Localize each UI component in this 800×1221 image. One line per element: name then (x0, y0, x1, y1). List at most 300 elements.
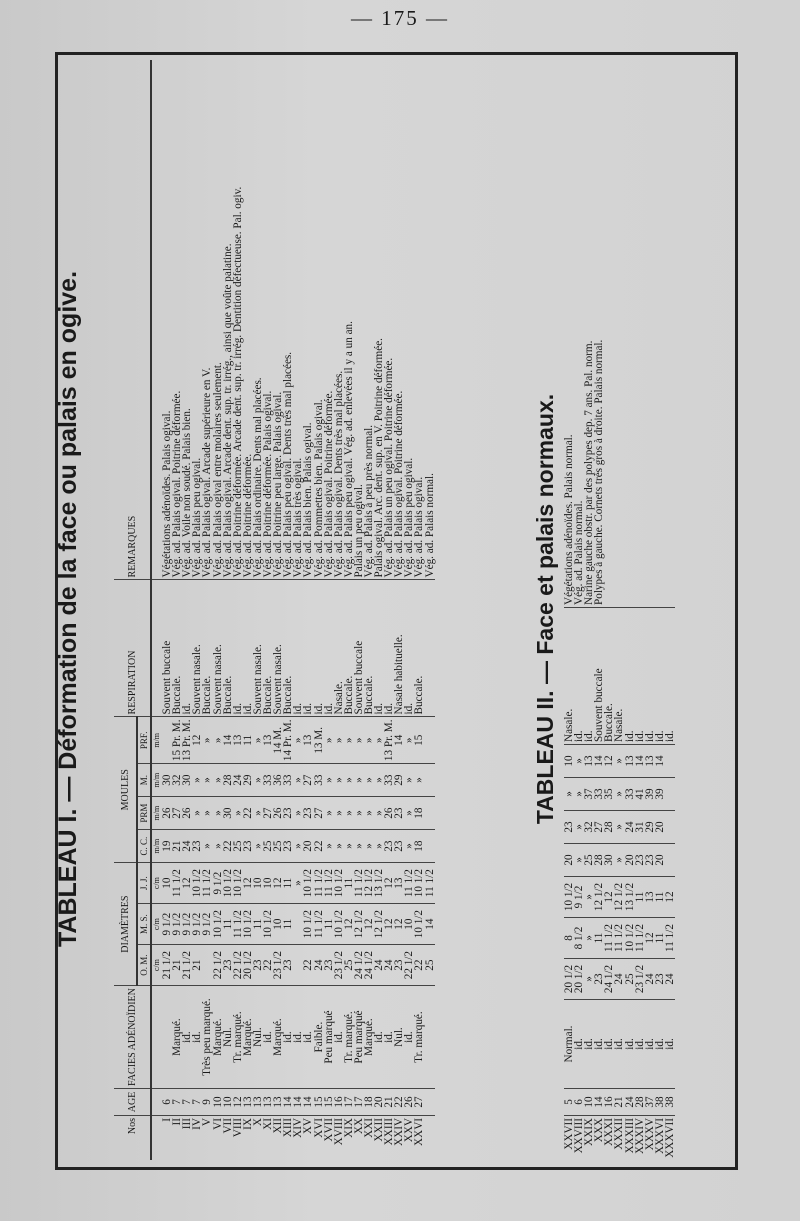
cell-m (665, 778, 675, 811)
cell-jj: 10 (253, 863, 263, 904)
cell-resp: Buccale. (172, 580, 182, 717)
cell-resp: Buccale. (414, 580, 424, 717)
cell-age: 38 (665, 1089, 675, 1116)
cell-age: 10 (213, 1089, 223, 1116)
cell-cc: 22 (223, 830, 233, 863)
unit-jj: c/m (151, 863, 162, 904)
cell-m: » (364, 764, 374, 797)
cell-cc: 24 (182, 830, 192, 863)
table-row (243, 60, 253, 1160)
cell-facies: Faible. (314, 986, 324, 1089)
cell-cc: » (614, 844, 624, 877)
cell-prm: 32 (584, 811, 594, 844)
cell-cc: 21 (172, 830, 182, 863)
cell-m: » (374, 764, 384, 797)
cell-cc: 23 (384, 830, 394, 863)
cell-om: 21 (192, 945, 202, 986)
table-row (364, 60, 374, 1160)
cell-facies: Marqué. (172, 986, 182, 1089)
cell-prf: » (574, 745, 584, 778)
cell-jj: 13 (645, 877, 655, 918)
cell-ms: 11 1/2 (314, 904, 324, 945)
cell-no: III (181, 1118, 194, 1130)
cell-jj: 11 1/2 (404, 863, 414, 904)
table-row (635, 88, 645, 1160)
cell-prm: 23 (283, 797, 293, 830)
cell-m: 30 (182, 764, 192, 797)
cell-prm: » (614, 811, 624, 844)
cell-om: 24 1/2 (604, 959, 614, 1000)
cell-om: 25 (425, 945, 435, 986)
header-om: O. M. (137, 945, 151, 986)
cell-prf: 12 (604, 745, 614, 778)
cell-age: 16 (604, 1089, 614, 1116)
cell-resp: id. (404, 580, 414, 717)
cell-cc: » (354, 830, 364, 863)
cell-resp: id. (374, 580, 384, 717)
table-row (283, 60, 293, 1160)
cell-age: 15 (324, 1089, 334, 1116)
cell-no: XXIX (583, 1118, 596, 1146)
cell-m: 39 (655, 778, 665, 811)
table-row (172, 60, 182, 1160)
cell-ms: 11 (253, 904, 263, 945)
cell-resp: Nasale habituelle. (394, 580, 404, 717)
cell-prf: 13 (263, 717, 273, 764)
cell-ms: 11 1/2 (635, 918, 645, 959)
cell-no: XI (262, 1118, 275, 1130)
cell-m: » (574, 778, 584, 811)
unit-m: m/m (151, 764, 162, 797)
cell-facies: Marqué. (273, 986, 283, 1089)
cell-cc (665, 844, 675, 877)
cell-age: 20 (374, 1089, 384, 1116)
cell-m: 33 (594, 778, 604, 811)
cell-prf: 14 M. (273, 717, 283, 764)
cell-jj: 11 1/2 (425, 863, 435, 904)
cell-age: 21 (614, 1089, 624, 1116)
cell-prm: » (364, 797, 374, 830)
cell-prm: » (374, 797, 384, 830)
cell-no: VI (211, 1118, 224, 1130)
cell-jj: 11 (344, 863, 354, 904)
cell-jj: 11 (655, 877, 665, 918)
cell-age: 13 (273, 1089, 283, 1116)
cell-rem (665, 88, 675, 608)
unit-prf: m/m (151, 717, 162, 764)
cell-resp: id. (314, 580, 324, 717)
cell-no: I (161, 1118, 174, 1122)
cell-jj: » (584, 877, 594, 918)
cell-om: 20 1/2 (574, 959, 584, 1000)
cell-ms: 10 (273, 904, 283, 945)
cell-age: 10 (223, 1089, 233, 1116)
cell-rem: Vég. ad. Palais ogival. Dents très mal placées. (334, 60, 344, 580)
cell-om: 23 (253, 945, 263, 986)
cell-jj: 9 1/2 (574, 877, 584, 918)
cell-om: 24 (665, 959, 675, 1000)
cell-no: XXIV (393, 1118, 406, 1146)
table-row (604, 88, 614, 1160)
cell-prf: 13 M. (314, 717, 324, 764)
cell-om: 22 (263, 945, 273, 986)
cell-resp: id. (665, 608, 675, 745)
cell-facies: id. (182, 986, 192, 1089)
cell-om: 25 (344, 945, 354, 986)
cell-prm: 22 (243, 797, 253, 830)
table-row (655, 88, 665, 1160)
cell-age: 13 (263, 1089, 273, 1116)
cell-facies: Marqué. (243, 986, 253, 1089)
cell-cc (425, 830, 435, 863)
cell-jj: 10 (263, 863, 273, 904)
cell-prm: 26 (162, 797, 172, 830)
cell-ms: 9 1/2 (192, 904, 202, 945)
cell-rem: Vég. ad. Palais ogival. (414, 60, 424, 580)
cell-jj: 13 1/2 (625, 877, 635, 918)
cell-no: XXVIII (573, 1118, 586, 1154)
cell-cc: 20 (625, 844, 635, 877)
cell-jj: 12 (665, 877, 675, 918)
cell-m: 37 (584, 778, 594, 811)
cell-facies: Normal. (564, 1000, 574, 1089)
cell-resp: id. (384, 580, 394, 717)
cell-m: 35 (604, 778, 614, 811)
cell-resp: id. (233, 580, 243, 717)
cell-ms: 10 1/2 (243, 904, 253, 945)
cell-prm: » (354, 797, 364, 830)
cell-resp: id. (635, 608, 645, 745)
cell-m: » (253, 764, 263, 797)
cell-m: » (404, 764, 414, 797)
cell-rem: Vég. ad. Palais un peu ogival. Poitrine déformée. (384, 60, 394, 580)
cell-ms: 9 1/2 (162, 904, 172, 945)
cell-resp: id. (574, 608, 584, 745)
cell-cc: » (293, 830, 303, 863)
cell-om: 25 (625, 959, 635, 1000)
cell-cc: 23 (243, 830, 253, 863)
cell-prf: 14 (394, 717, 404, 764)
cell-prm (665, 811, 675, 844)
cell-cc: » (344, 830, 354, 863)
table-row (374, 60, 384, 1160)
cell-prm: 30 (223, 797, 233, 830)
cell-prm: » (344, 797, 354, 830)
cell-m (425, 764, 435, 797)
cell-resp: Nasale. (564, 608, 574, 745)
cell-facies: id. (283, 986, 293, 1089)
cell-prm: 31 (635, 811, 645, 844)
cell-resp: Souvent nasale. (253, 580, 263, 717)
cell-prm: » (293, 797, 303, 830)
cell-prf: 13 (625, 745, 635, 778)
table-row (344, 60, 354, 1160)
cell-rem: Polypes à gauche. Cornets très gros à droite. Palais normal. (594, 88, 604, 608)
cell-facies: Peu marqué (324, 986, 334, 1089)
cell-m: 27 (303, 764, 313, 797)
cell-ms: 11 1/2 (614, 918, 624, 959)
cell-prf: 14 (594, 745, 604, 778)
cell-resp: Souvent nasale. (273, 580, 283, 717)
cell-age: 37 (645, 1089, 655, 1116)
cell-rem: Vég. ad. Palais ogival. Poitrine déformée. (394, 60, 404, 580)
cell-no: XXVII (563, 1118, 575, 1150)
cell-prm (425, 797, 435, 830)
cell-om: 22 1/2 (233, 945, 243, 986)
cell-prf: » (293, 717, 303, 764)
cell-no: XXXVI (653, 1118, 666, 1155)
cell-cc: » (364, 830, 374, 863)
cell-om: 24 (384, 945, 394, 986)
cell-prf: » (344, 717, 354, 764)
cell-prf: 15 Pr. M. (172, 717, 182, 764)
cell-age: 17 (354, 1089, 364, 1116)
cell-om: 23 (223, 945, 233, 986)
cell-no: XXXI (603, 1118, 616, 1146)
cell-m: 29 (394, 764, 404, 797)
cell-rem: Palais ogival. Arc. dent. sup. en V. Poitrine déformée. (374, 60, 384, 580)
cell-no: XIV (292, 1118, 305, 1138)
cell-om: 24 (614, 959, 624, 1000)
table-row (293, 60, 303, 1160)
cell-om: 20 1/2 (564, 959, 574, 1000)
cell-ms: 12 (344, 904, 354, 945)
cell-m: » (354, 764, 364, 797)
cell-m: 29 (243, 764, 253, 797)
cell-cc: » (374, 830, 384, 863)
cell-rem: Vég. ad. Poitrine peu large. Palais ogival. (273, 60, 283, 580)
cell-prm: » (404, 797, 414, 830)
cell-cc: » (202, 830, 212, 863)
cell-m: 33 (384, 764, 394, 797)
cell-resp: Buccale. (283, 580, 293, 717)
cell-om: 22 1/2 (404, 945, 414, 986)
cell-om: 24 1/2 (354, 945, 364, 986)
cell-cc: 23 (283, 830, 293, 863)
cell-jj: 12 (273, 863, 283, 904)
cell-rem (625, 88, 635, 608)
cell-cc: » (213, 830, 223, 863)
cell-ms: 11 (594, 918, 604, 959)
cell-om: 23 (324, 945, 334, 986)
cell-age: 22 (394, 1089, 404, 1116)
cell-om: 23 1/2 (334, 945, 344, 986)
cell-prf: » (614, 745, 624, 778)
table-row (233, 60, 243, 1160)
cell-cc: 20 (564, 844, 574, 877)
cell-prm: 20 (655, 811, 665, 844)
cell-ms: 11 (223, 904, 233, 945)
cell-m: » (414, 764, 424, 797)
cell-prm: 24 (625, 811, 635, 844)
cell-rem: Vég. ad. Palais peu ogival. Vég. ad. enlevées il y a un an. (344, 60, 354, 580)
cell-rem: Vég. ad. Palais ogival. Arcade supérieure en V. (202, 60, 212, 580)
cell-rem (614, 88, 624, 608)
cell-prm: 26 (182, 797, 192, 830)
cell-no: IV (191, 1118, 204, 1130)
cell-facies: id. (384, 986, 394, 1089)
cell-age: 6 (574, 1089, 584, 1116)
cell-m: 33 (283, 764, 293, 797)
cell-age: 7 (172, 1089, 182, 1116)
cell-prf: » (202, 717, 212, 764)
table-row (645, 88, 655, 1160)
cell-jj: 11 1/2 (202, 863, 212, 904)
table-row (665, 88, 675, 1160)
cell-prm: 23 (564, 811, 574, 844)
cell-resp: Souvent nasale. (192, 580, 202, 717)
cell-facies (425, 986, 435, 1089)
cell-om: 23 1/2 (635, 959, 645, 1000)
cell-facies: id. (645, 1000, 655, 1089)
cell-no: XV (302, 1118, 315, 1135)
table-row (564, 88, 574, 1160)
cell-no: VIII (231, 1118, 244, 1138)
cell-rem: Végétations adénoïdes. Palais normal. (564, 88, 574, 608)
table-row (314, 60, 324, 1160)
cell-rem: Narine gauche obstr. par des polypes dep. 7 ans. Pal. norm. (584, 88, 594, 608)
cell-age: 13 (243, 1089, 253, 1116)
cell-resp: id. (645, 608, 655, 745)
cell-ms: 11 (283, 904, 293, 945)
cell-resp: Souvent buccale (162, 580, 172, 717)
cell-jj: 10 1/2 (564, 877, 574, 918)
table-row (394, 60, 404, 1160)
cell-resp: id. (625, 608, 635, 745)
cell-resp: id. (324, 580, 334, 717)
cell-no: XXVI (413, 1118, 426, 1146)
cell-m: » (202, 764, 212, 797)
unit-om: c/m (151, 945, 162, 986)
cell-ms: » (584, 918, 594, 959)
cell-ms: 10 (404, 904, 414, 945)
cell-resp: Buccale. (344, 580, 354, 717)
table-row (263, 60, 273, 1160)
cell-ms: 12 1/2 (374, 904, 384, 945)
cell-facies: id. (303, 986, 313, 1089)
cell-rem: Vég. ad. Palais peu ogival. (404, 60, 414, 580)
cell-resp: Buccale. (263, 580, 273, 717)
cell-jj: 12 (182, 863, 192, 904)
cell-facies: id. (263, 986, 273, 1089)
cell-age: 12 (233, 1089, 243, 1116)
cell-m: » (192, 764, 202, 797)
cell-rem (635, 88, 645, 608)
cell-prf: 10 (564, 745, 574, 778)
cell-m: » (334, 764, 344, 797)
cell-resp: Souvent nasale. (213, 580, 223, 717)
cell-om: 22 1/2 (213, 945, 223, 986)
cell-prm: » (574, 811, 584, 844)
cell-no (425, 1116, 435, 1161)
cell-no: XVIII (332, 1118, 345, 1146)
cell-ms: 12 (394, 904, 404, 945)
cell-prf: » (354, 717, 364, 764)
cell-cc: 25 (263, 830, 273, 863)
cell-age: 7 (182, 1089, 192, 1116)
table-row (324, 60, 334, 1160)
tableau2-body (564, 88, 675, 1160)
cell-rem: Vég. ad. Poitrine déformée. Arcade dent. sup. tr. irrég. Dentition défectueuse. Pal. ogiv. (233, 60, 243, 580)
cell-rem: Vég. ad. Palais peu ogival. Dents très mal placées. (283, 60, 293, 580)
table-row (584, 88, 594, 1160)
cell-no: XXI (362, 1118, 375, 1138)
cell-prf: 13 (645, 745, 655, 778)
cell-prf: » (364, 717, 374, 764)
cell-ms: 9 1/2 (182, 904, 192, 945)
cell-jj: 11 1/2 (314, 863, 324, 904)
cell-cc: » (324, 830, 334, 863)
cell-age: 14 (283, 1089, 293, 1116)
cell-age: 14 (293, 1089, 303, 1116)
cell-prm: 27 (172, 797, 182, 830)
cell-no: XXX (593, 1118, 606, 1143)
cell-cc: 20 (303, 830, 313, 863)
cell-facies: Tr. marqué. (414, 986, 424, 1089)
cell-cc: » (334, 830, 344, 863)
cell-m: 41 (635, 778, 645, 811)
cell-jj: 12 (243, 863, 253, 904)
cell-prm: 26 (384, 797, 394, 830)
header-remarques: REMARQUES (114, 60, 151, 580)
cell-prf (665, 745, 675, 778)
header-jj: J. J. (137, 863, 151, 904)
cell-prm: » (202, 797, 212, 830)
cell-facies: id. (404, 986, 414, 1089)
tableau1-title: TABLEAU I. — Déformation de la face ou palais en ogive. (54, 270, 82, 948)
cell-prm: » (253, 797, 263, 830)
cell-ms: 11 1/2 (233, 904, 243, 945)
cell-facies: id. (635, 1000, 645, 1089)
cell-facies: id. (584, 1000, 594, 1089)
cell-no: XXV (403, 1118, 416, 1143)
rotated-content (54, 54, 735, 1164)
header-facies: FACIES ADÉNOÏDIEN (114, 986, 151, 1089)
cell-no: XXIII (383, 1118, 396, 1146)
units-row (151, 60, 162, 1160)
cell-jj: 12 (384, 863, 394, 904)
cell-facies: Nul. (253, 986, 263, 1089)
cell-facies: id. (604, 1000, 614, 1089)
cell-prm: 26 (273, 797, 283, 830)
cell-jj: 10 1/2 (192, 863, 202, 904)
cell-m: 30 (162, 764, 172, 797)
cell-prf: 15 (414, 717, 424, 764)
tableau1 (114, 60, 435, 1160)
cell-age: 18 (364, 1089, 374, 1116)
cell-jj: 10 (162, 863, 172, 904)
table-row (594, 88, 604, 1160)
header-prm: PRM (137, 797, 151, 830)
cell-cc: 23 (394, 830, 404, 863)
cell-rem (655, 88, 665, 608)
cell-no: XXXIV (633, 1118, 646, 1155)
cell-no: XXXII (613, 1118, 626, 1150)
header-cc: C. C. (137, 830, 151, 863)
cell-om: 21 1/2 (162, 945, 172, 986)
cell-m: 33 (314, 764, 324, 797)
cell-om: 24 (314, 945, 324, 986)
cell-cc: 20 (655, 844, 665, 877)
cell-ms: 11 (324, 904, 334, 945)
cell-rem: Vég. ad. Palais très ogival. (293, 60, 303, 580)
cell-age (425, 1089, 435, 1116)
cell-om: 24 1/2 (364, 945, 374, 986)
table-row (202, 60, 212, 1160)
cell-age: 13 (253, 1089, 263, 1116)
cell-ms: 11 (655, 918, 665, 959)
cell-ms: 12 1/2 (354, 904, 364, 945)
